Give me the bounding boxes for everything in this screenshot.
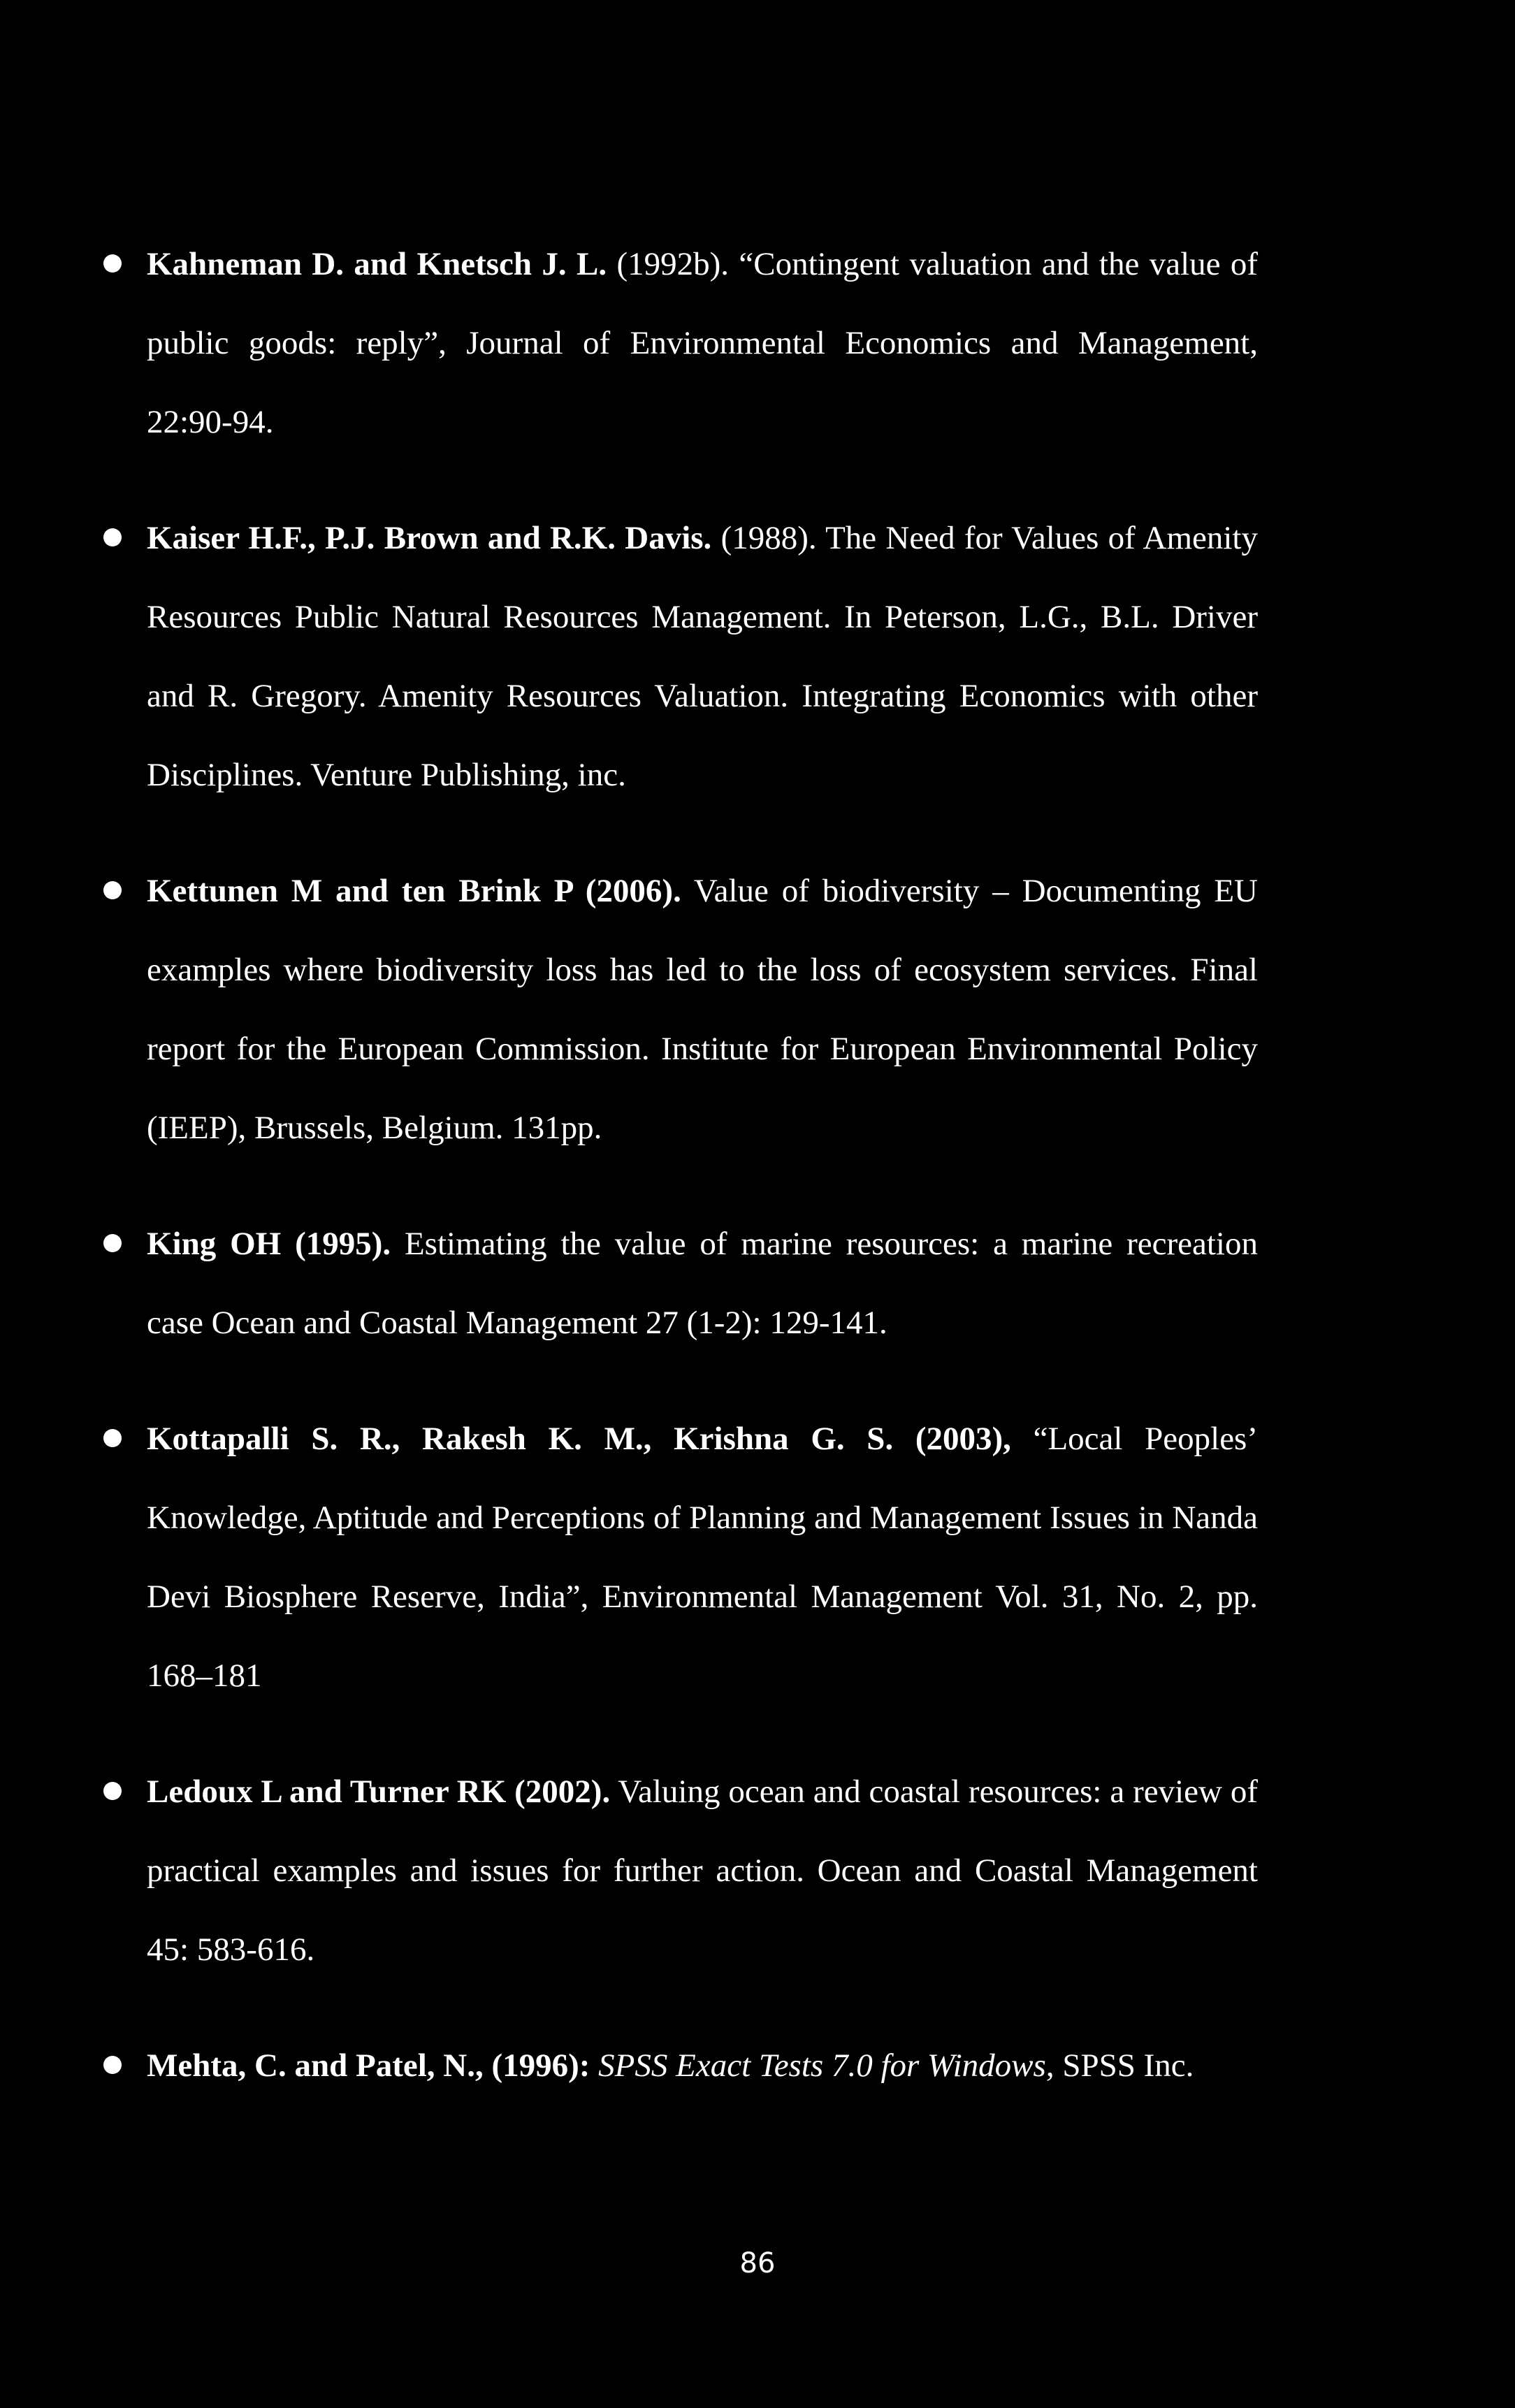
reference-item — [147, 1753, 1258, 1989]
reference-item — [147, 852, 1258, 1168]
reference-text: (1988). The Need for Values of Amenity Resources Public Natural Resources Management. In Peterson, L.G., B.L. Driver and R. Gregory. Amenity Resources Valuation. Integrating Economics with other Disciplines. Venture Publishing, inc. — [147, 520, 1258, 793]
bullet-icon — [103, 881, 122, 899]
reference-authors: Ledoux L and Turner RK (2002). — [147, 1774, 611, 1810]
bullet-icon — [103, 254, 122, 273]
page-number: 86 — [739, 2247, 776, 2279]
reference-text: (1992b). “Contingent valuation and the value of public goods: reply”, Journal of Environmental Economics and Management, 22:90-94. — [147, 246, 1258, 440]
reference-item — [147, 2026, 1258, 2105]
reference-authors: Kaiser H.F., P.J. Brown and R.K. Davis. — [147, 520, 712, 556]
reference-text-before-title — [590, 2047, 598, 2084]
bullet-icon — [103, 2056, 122, 2074]
reference-text: Estimating the value of marine resources: a marine recreation case Ocean and Coastal Management 27 (1-2): 129-141. — [147, 1226, 1258, 1341]
reference-authors: King OH (1995). — [147, 1226, 391, 1262]
reference-item — [147, 499, 1258, 815]
bullet-icon — [103, 1234, 122, 1252]
reference-text: Value of biodiversity – Documenting EU examples where biodiversity loss has led to the loss of ecosystem services. Final report for the European Commission. Institute for European Environmental Policy (IEEP), Brussels, Belgium. 131pp. — [147, 873, 1258, 1146]
reference-authors: Mehta, C. and Patel, N., (1996): — [147, 2047, 590, 2084]
reference-item — [147, 1205, 1258, 1363]
reference-authors: Kahneman D. and Knetsch J. L. — [147, 246, 607, 282]
reference-list — [147, 225, 1258, 2142]
reference-authors: Kettunen M and ten Brink P (2006). — [147, 873, 681, 909]
reference-authors: Kottapalli S. R., Rakesh K. M., Krishna G. S. (2003), — [147, 1421, 1011, 1457]
reference-text: Valuing ocean and coastal resources: a review of practical examples and issues for further action. Ocean and Coastal Management 45: 583-616. — [147, 1774, 1258, 1968]
reference-title: SPSS Exact Tests 7.0 for Windows — [598, 2047, 1046, 2084]
reference-text: , SPSS Inc. — [1045, 2047, 1194, 2084]
reference-item — [147, 225, 1258, 462]
reference-text: “Local Peoples’ Knowledge, Aptitude and Perceptions of Planning and Management Issues in Nanda Devi Biosphere Reserve, India”, Environmental Management Vol. 31, No. 2, pp. 168–181 — [147, 1421, 1259, 1694]
bullet-icon — [103, 1429, 122, 1447]
bullet-icon — [103, 1782, 122, 1800]
bullet-icon — [103, 528, 122, 546]
reference-item — [147, 1400, 1258, 1716]
